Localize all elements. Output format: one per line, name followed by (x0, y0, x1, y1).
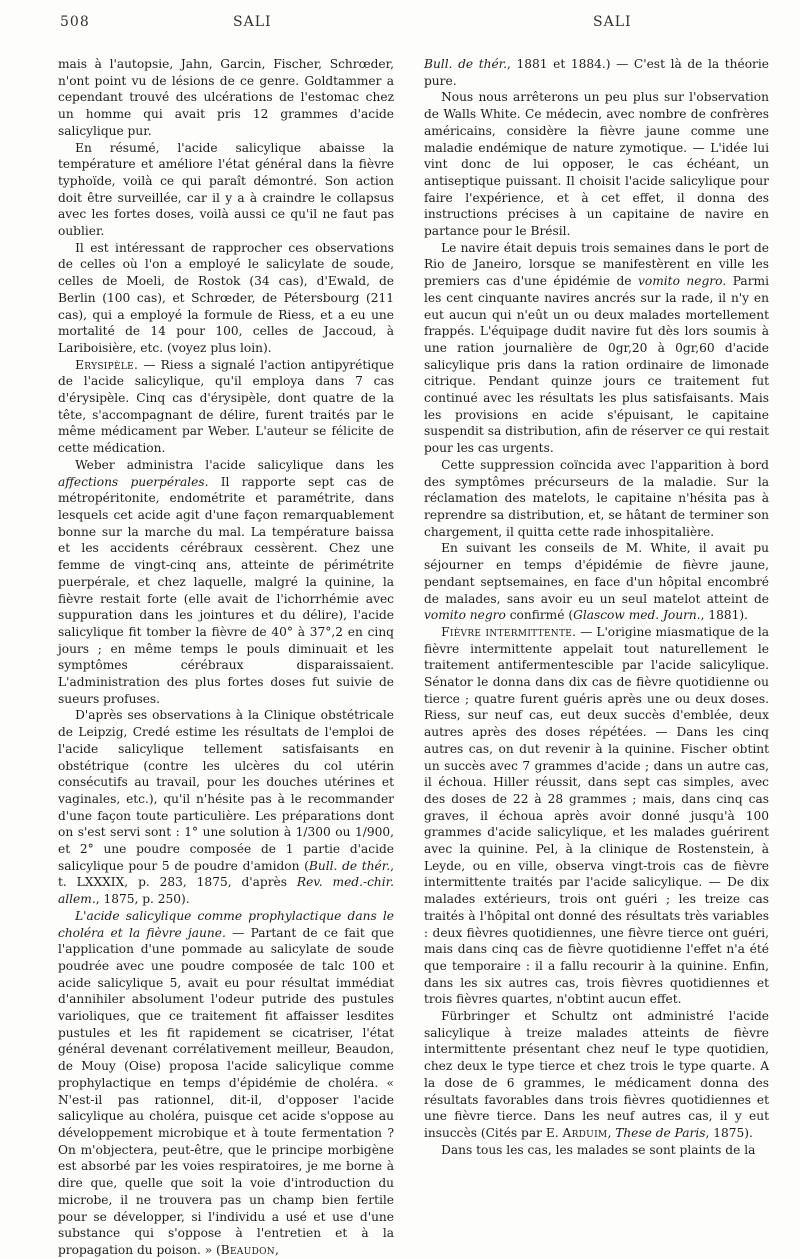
paragraph (58, 357, 394, 457)
italic-text: vomito negro (638, 274, 723, 289)
small-caps-text: Fièvre intermittente. (441, 624, 577, 639)
text-run: Weber administra l'acide salicylique dans les (75, 457, 394, 472)
paragraph (424, 240, 769, 457)
paragraph (58, 457, 394, 708)
italic-text: Glascow med. Journ. (573, 608, 701, 623)
text-run: , 1875). (705, 1126, 753, 1140)
italic-text: L'acide salicylique comme prophylactique dans le choléra et la fièvre jaune. (58, 908, 394, 940)
text-run: , (274, 1242, 279, 1257)
text-run: . Il rapporte sept cas de métropéritonite, endométrite et paramétrite, dans lesquels cet acide agit d'une façon remarquablement bonne sur la marche du mal. La température baissa et les accidents cérébraux cessèrent. Chez une femme de vingt-cinq ans, atteinte de périmétrite puerpérale, et chez laquelle, malgré la quinine, la fièvre restait forte (elle avait de l'ichorrhémie avec suppuration dans les jointures et du délire), l'acide salicylique fit tomber la fièvre de 40° à 37°,2 en cinq jours ; en même temps le pouls diminuait et les symptômes cérébraux disparaissaient. L'administration des plus fortes doses fut suivie de sueurs profuses. (58, 474, 395, 706)
running-head (0, 14, 800, 40)
text-run: — Partant de ce fait que l'application d'une pommade au salicylate de soude poudrée avec une poudre composée de talc 100 et acide salicylique 5, avait eu pour résultat immédiat d'annihiler absolument l'odeur putride des pustules varioliques, que ce traitement fit affaisser lesdites pustules et les fit rapidement se cicatriser, l'état général devenant corrélativement meilleur, Beaudon, de Mouy (Oise) proposa l'acide salicylique comme prophylactique en temps d'épidémie de choléra. « N'est-il pas rationnel, dit-il, d'opposer l'acide salicylique au choléra, puisque cet acide s'oppose au développement microbique et à toute fermentation ? On m'objectera, peut-être, que le principe morbigène est absorbé par les voies respiratoires, je me borne à dire que, quelle que soit la voie d'introduction du microbe, il ne trouvera pas un champ bien fertile pour se développer, si l'individu a usé et use d'une substance qui s'oppose à l'entretien et à la propagation du poison. » ( (58, 925, 394, 1257)
text-run: Cette suppression coïncida avec l'apparition à bord des symptômes précurseurs de la maladie. Sur la réclamation des matelots, le capitaine n'hésita pas à reprendre sa distribution, et, se hâtant de terminer son chargement, il quitta cette rade inhospitalière. (424, 457, 769, 539)
italic-text: Bull. de thér. (308, 858, 391, 873)
paragraph (424, 540, 769, 624)
italic-text: vomito negro (424, 608, 506, 623)
paragraph (58, 908, 394, 1259)
text-run: confirmé ( (505, 608, 574, 623)
small-caps-text: Arduim (562, 1126, 608, 1140)
right-text-column (424, 56, 769, 1158)
paragraph (424, 1142, 769, 1159)
paragraph (424, 1008, 769, 1142)
text-run: — Riess a signalé l'action antipyrétique de l'acide salicylique, qu'il employa dans 7 cas d'érysipèle. Cinq cas d'érysipèle, dont quatre de la tête, s'accompagnant de délire, furent traités par le même médicament par Weber. L'auteur se félicite de cette médication. (58, 357, 394, 456)
text-run: . Parmi les cent cinquante navires ancrés sur la rade, il n'y en eut aucun qui n'eût un ou deux malades mortellement frappés. L'équipage dudit navire fut dès lors soumis à une ration journalière de 0gr,20 à 0gr,60 d'acide salicylique pris dans la ration ordinaire de limonade citrique. Pendant quinze jours ce traitement fut continué avec les résultats les plus satisfaisants. Mais les provisions en acide s'épuisant, le capitaine suspendit sa distribution, afin de réserver ce qui restait pour les cas urgents. (424, 274, 769, 456)
text-run: En résumé, l'acide salicylique abaisse la température et améliore l'état général dans la fièvre typhoïde, voilà ce qui paraît démontré. Son action doit être surveillée, car il y a à craindre le collapsus avec les fortes doses, voilà aussi ce qu'il ne faut pas oublier. (58, 140, 394, 239)
running-head-left: SALI (233, 14, 272, 30)
paragraph (424, 624, 769, 1008)
left-text-column (58, 56, 394, 1259)
text-run: mais à l'autopsie, Jahn, Garcin, Fischer, Schrœder, n'ont point vu de lésions de ce genre. Goldtammer a cependant trouvé des ulcérations de l'estomac chez un homme qui avait pris 12 grammes d'acide salicylique pur. (58, 57, 394, 138)
page-number: 508 (60, 14, 90, 30)
italic-text: affections puerpérales (58, 474, 205, 489)
text-run: Dans tous les cas, les malades se sont plaints de la (441, 1142, 756, 1157)
text-run: En suivant les conseils de M. White, il avait pu séjourner en temps d'épidémie de fièvre jaune, pendant septsemaines, en face d'un hôpital encombré de malades, sans avoir eu un seul matelot atteint de (424, 541, 769, 606)
paragraph (58, 240, 394, 357)
text-run: Nous nous arrêterons un peu plus sur l'observation de Walls White. Ce médecin, avec nombre de confrères américains, considère la fièvre jaune comme une maladie endémique de nature zymotique. — L'idée lui vint donc de lui opposer, le cas échéant, un antiseptique puissant. Il choisit l'acide salicylique pour faire l'expérience, et à cet effet, il donna des instructions précises à un capitaine de navire en partance pour le Brésil. (424, 90, 769, 239)
text-run: Fürbringer et Schultz ont administré l'acide salicylique à treize malades atteints de fièvre intermittente présentant chez neuf le type quotidien, chez deux le type tierce et chez trois le type quarte. A la dose de 6 grammes, le médicament donna des résultats favorables dans trois fièvres quotidiennes et une fièvre tierce. Dans les neuf autres cas, il y eut insuccès (Cités par E. (424, 1009, 769, 1140)
paragraph (58, 707, 394, 907)
text-run: , 1875, p. 250). (95, 892, 190, 907)
text-run: , t. LXXXIX, p. 283, 1875, d'après (58, 858, 394, 890)
paragraph (58, 140, 394, 240)
text-run: , (607, 1126, 616, 1140)
text-run: Il est intéressant de rapprocher ces observations de celles où l'on a employé le salicylate de soude, celles de Moeli, de Rostok (34 cas), d'Ewald, de Berlin (100 cas), et Schrœder, de Pétersbourg (211 cas), qui a employé la formule de Riess, et a eu une mortalité de 14 pour 100, celles de Jaccoud, à Lariboisière, etc. (voyez plus loin). (58, 240, 394, 355)
text-run: , 1881 et 1884.) — C'est là de la théorie pure. (424, 57, 769, 88)
running-head-right: SALI (593, 14, 632, 30)
paragraph (424, 457, 769, 541)
paragraph (58, 56, 394, 140)
text-run: Le navire était depuis trois semaines dans le port de Rio de Janeiro, lorsque se manifestèrent en ville les premiers cas d'une épidémie de (424, 240, 769, 289)
small-caps-text: Beaudon (220, 1242, 275, 1257)
italic-text: Bull. de thér. (424, 57, 508, 71)
text-run: D'après ses observations à la Clinique obstétricale de Leipzig, Credé estime les résultats de l'emploi de l'acide salicylique tellement satisfaisants en obstétrique (contre les ulcères du col utérin consécutifs au travail, pour les douches utérines et vaginales, etc.), qu'il n'hésite pas à le recommander d'une façon toute particulière. Les préparations dont on s'est servi sont : 1° une solution à 1/300 ou 1/900, et 2° une poudre composée de 1 partie d'acide salicylique pour 5 de poudre d'amidon ( (58, 708, 394, 873)
italic-text: Rev. med.-chir. allem. (58, 875, 395, 907)
small-caps-text: Erysipèle. (75, 357, 139, 372)
paragraph (424, 89, 769, 239)
paragraph (424, 56, 769, 89)
text-run: — L'origine miasmatique de la fièvre intermittente appelait tout naturellement le traitement antifermentescible par l'acide salicylique. Sénator le donna dans dix cas de fièvre quotidienne ou tierce ; quatre furent guéris après une ou deux doses. Riess, sur neuf cas, eut deux succès d'emblée, deux autres après des doses répétées. — Dans les cinq autres cas, on dut revenir à la quinine. Fischer obtint un succès avec 7 grammes d'acide ; dans un autre cas, il échoua. Hiller réussit, dans sept cas simples, avec des doses de 22 à 28 grammes ; mais, dans cinq cas graves, il échoua après avoir donné jusqu'à 100 grammes d'acide salicylique, et les malades guérirent avec la quinine. Pel, à la clinique de Rostenstein, à Leyde, ou en ville, observa vingt-trois cas de fièvre intermittente traités par l'acide salicylique. — De dix malades extérieurs, trois ont guéri ; les treize cas traités à l'hôpital ont donné des résultats très variables : deux fièvres quotidiennes, une fièvre tierce ont guéri, mais dans cinq cas de fièvre quotidienne l'effet n'a été que temporaire : il a fallu recourir à la quinine. Enfin, dans les six autres cas, trois fièvres quotidiennes et trois fièvres quartes, n'obtint aucun effet. (424, 624, 769, 1007)
text-run: , 1881). (700, 608, 749, 623)
italic-text: These de Paris (615, 1126, 706, 1140)
